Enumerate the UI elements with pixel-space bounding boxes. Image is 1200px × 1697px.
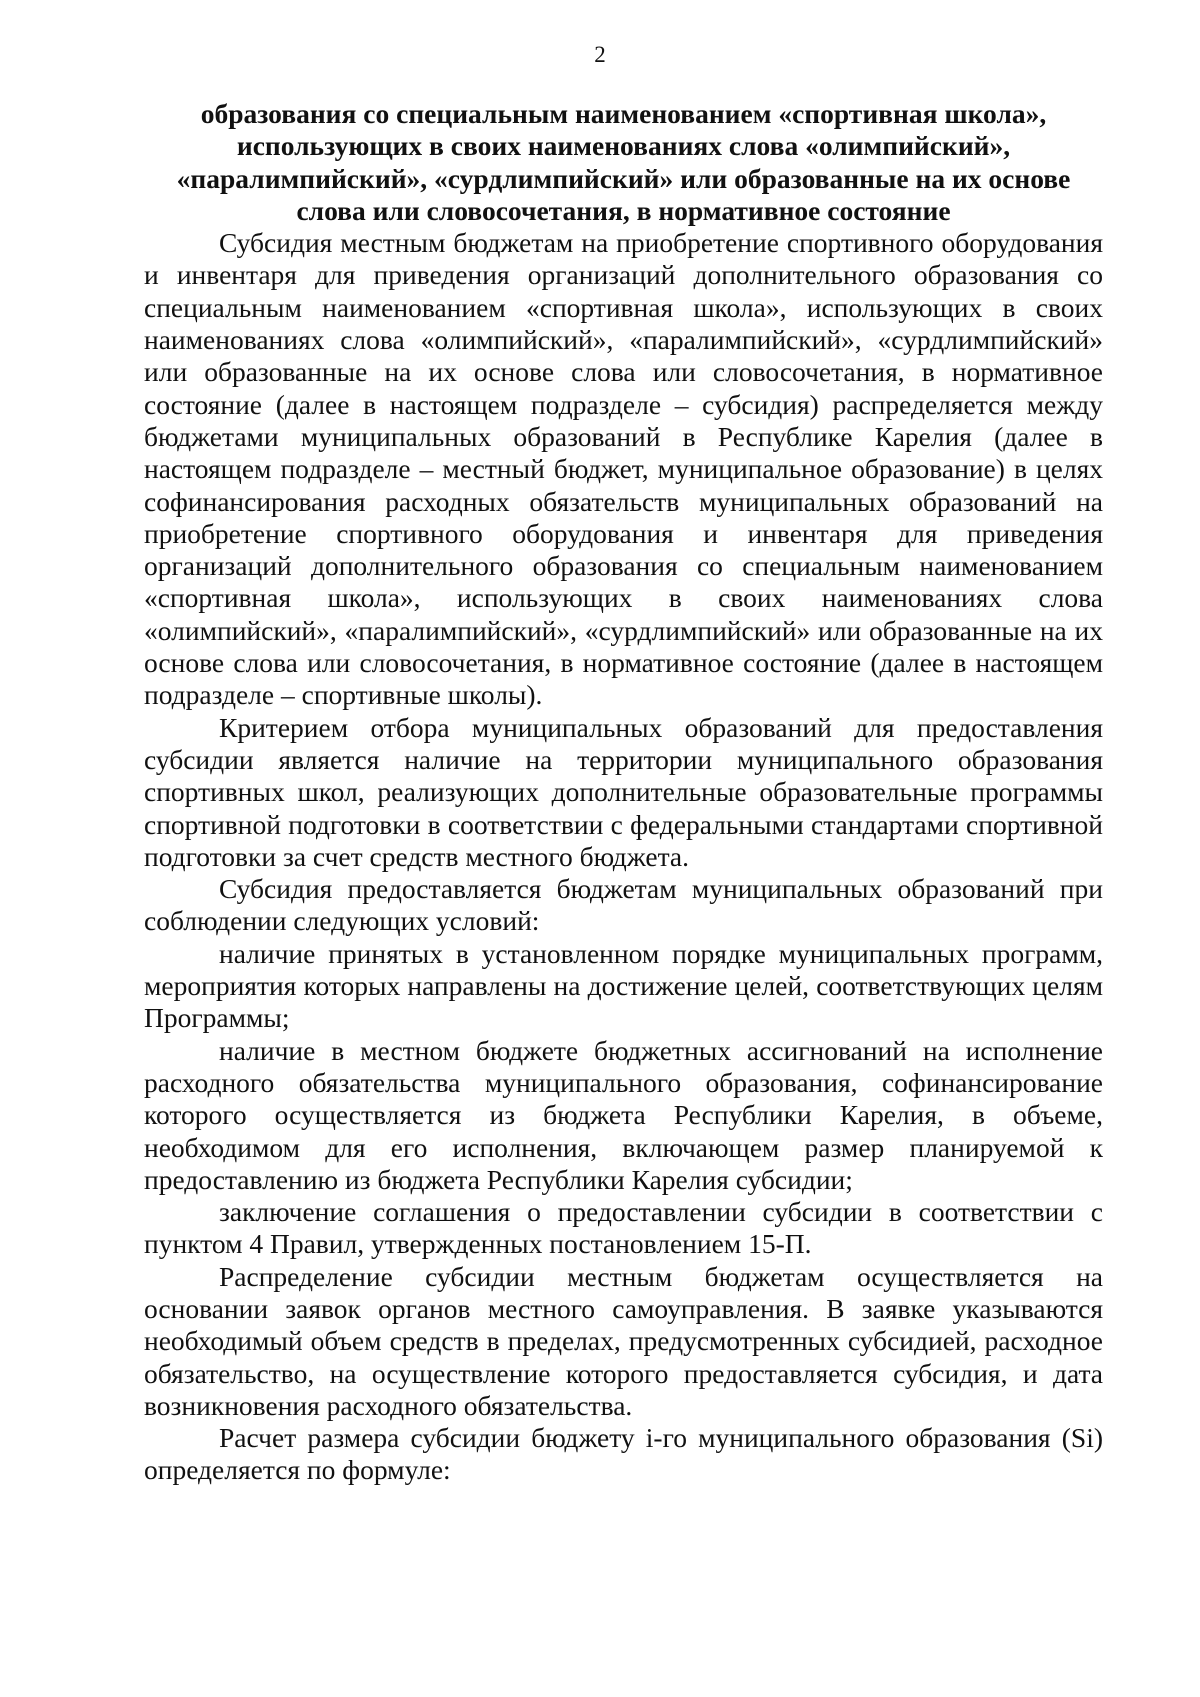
- paragraph-condition-budget: наличие в местном бюджете бюджетных ассигнований на исполнение расходного обязательства муниципального образования, софинансирование которого осуществляется из бюджета Республики Карелия, в объеме, необходимом для его исполнения, включающем размер планируемой к предоставлению из бюджета Республики Карелия субсидии;: [144, 1034, 1103, 1195]
- section-heading: [144, 98, 1103, 227]
- paragraph-distribution: Распределение субсидии местным бюджетам осуществляется на основании заявок органов местного самоуправления. В заявке указываются необходимый объем средств в пределах, предусмотренных субсидией, расходное обязательство, на осуществление которого предоставляется субсидия, и дата возникновения расходного обязательства.: [144, 1260, 1103, 1421]
- paragraph-selection-criterion: Критерием отбора муниципальных образований для предоставления субсидии является наличие на территории муниципального образования спортивных школ, реализующих дополнительные образовательные программы спортивной подготовки в соответствии с федеральными стандартами спортивной подготовки за счет средств местного бюджета.: [144, 711, 1103, 872]
- paragraph-condition-agreement: заключение соглашения о предоставлении субсидии в соответствии с пунктом 4 Правил, утвержденных постановлением 15-П.: [144, 1196, 1103, 1260]
- page-number: 2: [594, 42, 606, 67]
- paragraph-condition-programs: наличие принятых в установленном порядке муниципальных программ, мероприятия которых направлены на достижение целей, соответствующих целям Программы;: [144, 937, 1103, 1034]
- paragraph-subsidy-definition: Субсидия местным бюджетам на приобретение спортивного оборудования и инвентаря для приведения организаций дополнительного образования со специальным наименованием «спортивная школа», использующих в своих наименованиях слова «олимпийский», «паралимпийский», «сурдлимпийский» или образованные на их основе слова или словосочетания, в нормативное состояние (далее в настоящем подразделе – субсидия) распределяется между бюджетами муниципальных образований в Республике Карелия (далее в настоящем подразделе – местный бюджет, муниципальное образование) в целях софинансирования расходных обязательств муниципальных образований на приобретение спортивного оборудования и инвентаря для приведения организаций дополнительного образования со специальным наименованием «спортивная школа», использующих в своих наименованиях слова «олимпийский», «паралимпийский», «сурдлимпийский» или образованные на их основе слова или словосочетания, в нормативное состояние (далее в настоящем подразделе – спортивные школы).: [144, 227, 1103, 711]
- heading-line: слова или словосочетания, в нормативное состояние: [296, 194, 951, 226]
- paragraph-conditions-intro: Субсидия предоставляется бюджетам муниципальных образований при соблюдении следующих условий:: [144, 873, 1103, 937]
- document-body: [144, 98, 1103, 1487]
- heading-line: образования со специальным наименованием «спортивная школа»,: [200, 98, 1047, 129]
- heading-line: «паралимпийский», «сурдлимпийский» или образованные на их основе: [176, 162, 1071, 194]
- paragraph-formula-intro: Расчет размера субсидии бюджету i-го муниципального образования (Si) определяется по формуле:: [144, 1422, 1103, 1486]
- heading-line: использующих в своих наименованиях слова «олимпийский»,: [236, 130, 1011, 162]
